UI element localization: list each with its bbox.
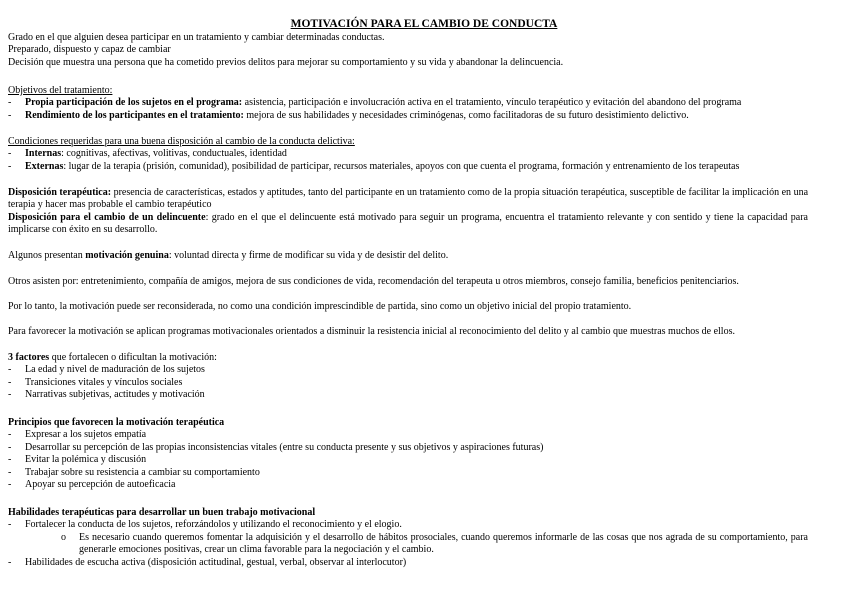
list-item: - Trabajar sobre su resistencia a cambiar su comportamiento	[8, 467, 808, 479]
habilidades-section	[8, 507, 808, 569]
disposicion-section	[8, 187, 808, 237]
reconsiderada-paragraph: Por lo tanto, la motivación puede ser reconsiderada, no como una condición imprescindible de partida, sino como un objetivo inicial del propio tratamiento.	[8, 301, 632, 312]
objetivos-section	[8, 85, 808, 122]
list-item: - Desarrollar su percepción de las propias inconsistencias vitales (entre su conducta presente y sus objetivos y aspiraciones futuras)	[8, 442, 808, 454]
intro-line: Decisión que muestra una persona que ha cometido previos delitos para mejorar su comportamiento y su vida y abandonar la delincuencia.	[8, 56, 564, 68]
disposicion-paragraph: Disposición terapéutica: presencia de características, estados y aptitudes, tanto del participante en un tratamiento como de la propia situación terapéutica, susceptible de facilitar la implicación en una terapia y hacer mas probable el cambio terapéutico	[8, 187, 809, 211]
list-item: - La edad y nivel de maduración de los sujetos	[8, 364, 808, 376]
habilidades-heading: Habilidades terapéuticas para desarrollar un buen trabajo motivacional	[8, 507, 316, 518]
intro-line: Grado en el que alguien desea participar en un tratamiento y cambiar determinadas conductas.	[8, 32, 385, 43]
disposicion-paragraph: Disposición para el cambio de un delincuente: grado en el que el delincuente está motivado para seguir un programa, encuentra el tratamiento relevante y con sentido y tiene la capacidad para implicarse con éxito en su desarrollo.	[8, 211, 808, 236]
list-item: - Propia participación de los sujetos en el programa: asistencia, participación e involucración activa en el tratamiento, vínculo terapéutico y evitación del abandono del programa	[8, 97, 808, 109]
list-item: - Habilidades de escucha activa (disposición actitudinal, gestual, verbal, observar al interlocutor)	[8, 557, 808, 569]
list-item: - Transiciones vitales y vínculos sociales	[8, 377, 808, 389]
list-item: - Evitar la polémica y discusión	[8, 454, 808, 466]
list-item: - Expresar a los sujetos empatía	[8, 429, 808, 441]
list-item: - Apoyar su percepción de autoeficacia	[8, 479, 808, 491]
otros-paragraph: Otros asisten por: entretenimiento, compañía de amigos, mejora de sus condiciones de vida, recomendación del terapeuta u otros miembros, consejo familia, beneficios penitenciarios.	[8, 276, 739, 287]
list-item: - Internas: cognitivas, afectivas, volitivas, conductuales, identidad	[8, 148, 808, 160]
intro-section	[8, 32, 808, 69]
list-item: - Narrativas subjetivas, actitudes y motivación	[8, 389, 808, 401]
principios-heading: Principios que favorecen la motivación terapéutica	[8, 417, 225, 428]
favorecer-paragraph: Para favorecer la motivación se aplican programas motivacionales orientados a disminuir la resistencia inicial al reconocimiento del delito y al cambio que muestras muchos de ellos.	[8, 326, 735, 337]
factores-section	[8, 352, 808, 402]
genuina-paragraph: Algunos presentan motivación genuina: voluntad directa y firme de modificar su vida y de desistir del delito.	[8, 250, 449, 261]
sub-list-item: o Es necesario cuando queremos fomentar la adquisición y el desarrollo de hábitos prosociales, cuando queremos informarle de las cosas que nos agrada de su comportamiento, para generarle emociones positivas, crear un clima favorable para la negociación y el cambio.	[61, 532, 808, 557]
list-item: - Fortalecer la conducta de los sujetos, reforzándolos y utilizando el reconocimiento y el elogio. o Es necesario cuando queremos fomentar la adquisición y el desarrollo de hábitos prosociales, cuando queremos informarle de las cosas que nos agrada de su comportamiento, para generarle emociones positivas, crear un clima favorable para la negociación y el cambio.	[8, 519, 808, 556]
condiciones-heading: Condiciones requeridas para una buena disposición al cambio de la conducta delictiva:	[8, 136, 355, 147]
objetivos-heading: Objetivos del tratamiento:	[8, 85, 113, 96]
intro-line: Preparado, dispuesto y capaz de cambiar	[8, 44, 171, 56]
list-item: - Rendimiento de los participantes en el tratamiento: mejora de sus habilidades y necesidades criminógenas, como facilitadoras de su futuro desistimiento delictivo.	[8, 110, 808, 122]
principios-section	[8, 417, 808, 491]
condiciones-section	[8, 136, 808, 173]
list-item: - Externas: lugar de la terapia (prisión, comunidad), posibilidad de participar, recursos materiales, apoyos con que cuenta el programa, formación y entrenamiento de los terapeutas	[8, 161, 808, 173]
factores-heading: 3 factores que fortalecen o dificultan la motivación:	[8, 352, 217, 363]
document-title: MOTIVACIÓN PARA EL CAMBIO DE CONDUCTA	[290, 18, 558, 30]
